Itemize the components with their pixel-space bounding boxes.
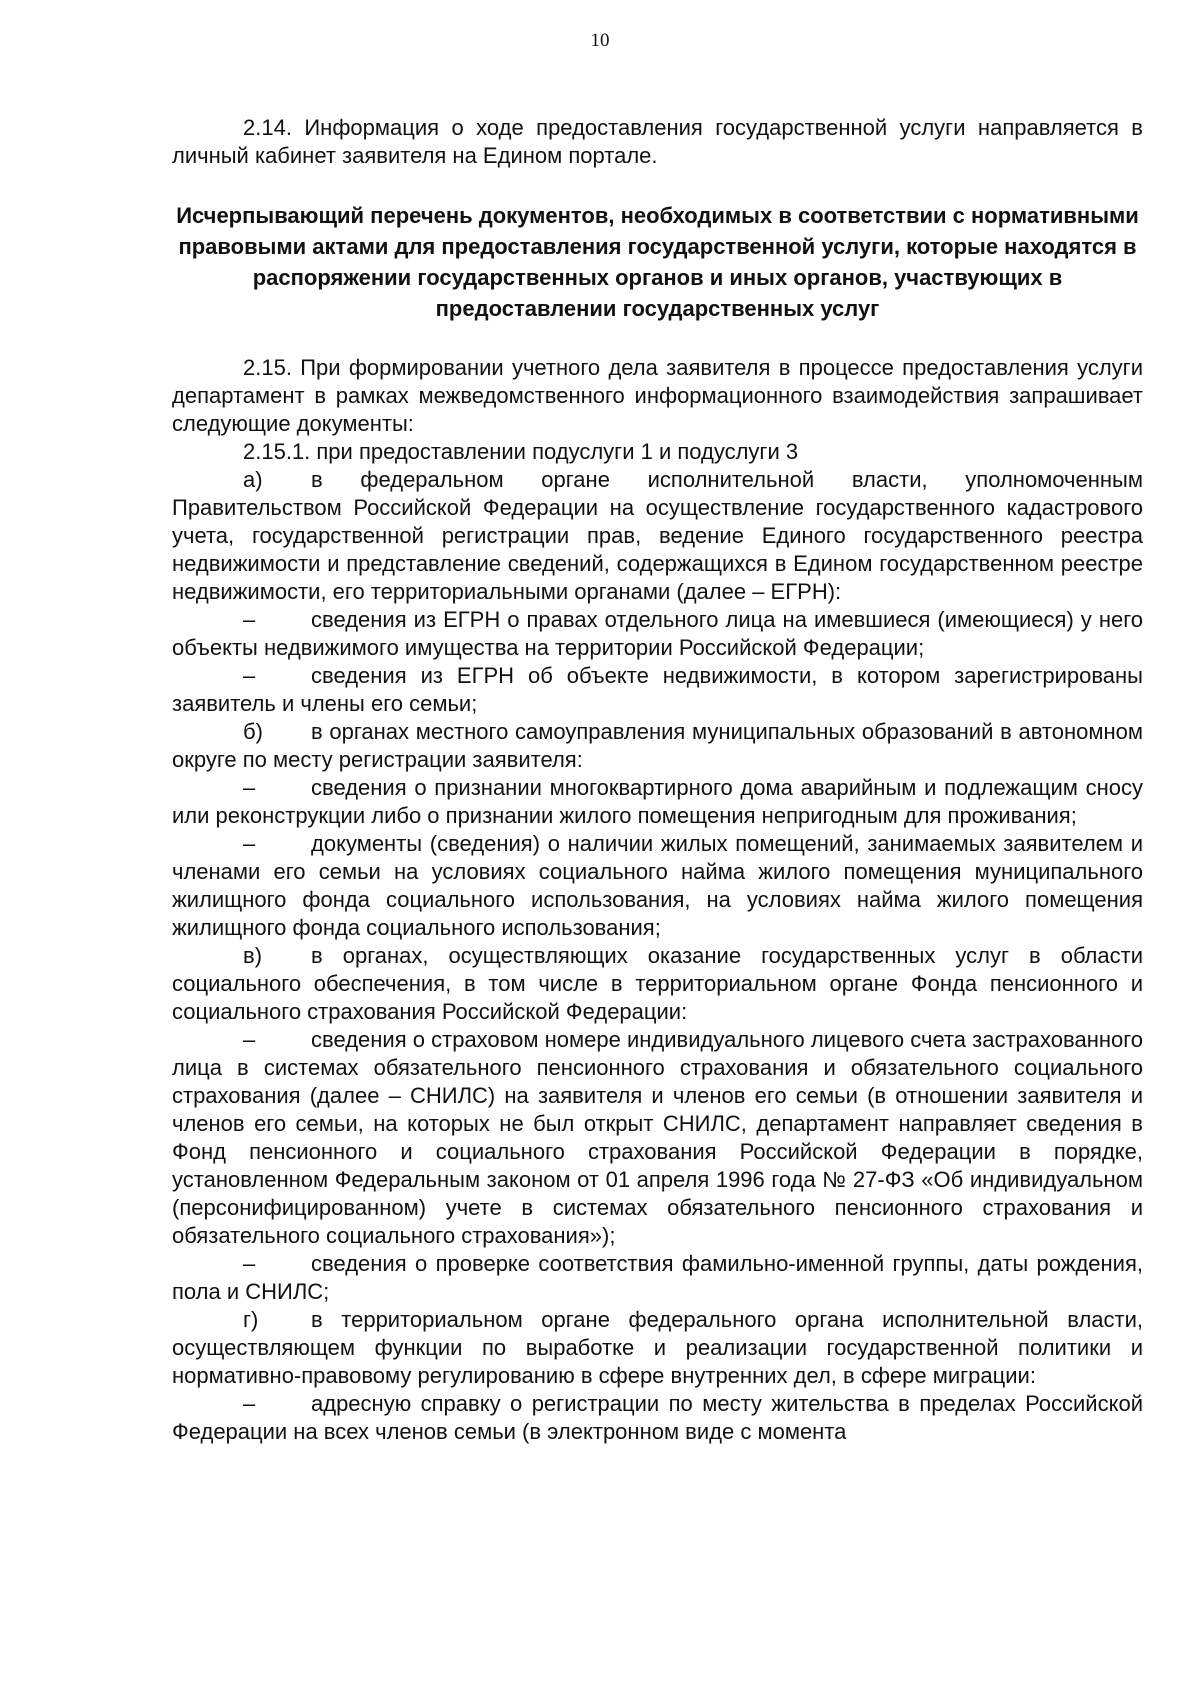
list-item-text: в федеральном органе исполнительной власти, уполномоченным Правительством Российской Федерации на осуществление государственного кадастрового учета, государственной регистрации прав, ведение Единого государственного реестра недвижимости и представление сведений, содержащихся в Едином государственном реестре недвижимости, его территориальными органами (далее – ЕГРН): (172, 467, 1143, 604)
list-item-v (172, 942, 1143, 1026)
list-item-text: в органах местного самоуправления муниципальных образований в автономном округе по месту регистрации заявителя: (172, 719, 1143, 772)
list-item-text: сведения из ЕГРН об объекте недвижимости, в котором зарегистрированы заявитель и члены его семьи; (172, 663, 1143, 716)
list-item-a (172, 466, 1143, 606)
list-item-dash (172, 774, 1143, 830)
list-item-text: сведения из ЕГРН о правах отдельного лица на имевшиеся (имеющиеся) у него объекты недвижимого имущества на территории Российской Федерации; (172, 607, 1143, 660)
list-marker: – (243, 1027, 256, 1052)
section-heading: Исчерпывающий перечень документов, необходимых в соответствии с нормативными правовыми актами для предоставления государственной услуги, которые находятся в распоряжении государственных органов и иных органов, участвующих в предоставлении государственных услуг (176, 203, 1139, 321)
list-item-dash (172, 1250, 1143, 1306)
list-marker: – (243, 831, 256, 856)
paragraph-2-14: 2.14. Информация о ходе предоставления государственной услуги направляется в личный кабинет заявителя на Едином портале. (172, 115, 1143, 168)
list-item-text: в органах, осуществляющих оказание государственных услуг в области социального обеспечения, в том числе в территориальном органе Фонда пенсионного и социального страхования Российской Федерации: (172, 943, 1143, 1024)
list-item-text: сведения о признании многоквартирного дома аварийным и подлежащим сносу или реконструкции либо о признании жилого помещения непригодным для проживания; (172, 775, 1143, 828)
list-item-b (172, 718, 1143, 774)
list-marker: г) (243, 1307, 259, 1332)
paragraph-2-15-1: 2.15.1. при предоставлении подуслуги 1 и подуслуги 3 (243, 439, 799, 464)
page-number: 10 (590, 30, 610, 51)
list-item-g (172, 1306, 1143, 1390)
list-item-text: адресную справку о регистрации по месту жительства в пределах Российской Федерации на всех членов семьи (в электронном виде с момента (172, 1391, 1143, 1444)
list-item-dash (172, 1390, 1143, 1446)
list-item-dash (172, 830, 1143, 942)
list-marker: – (243, 775, 256, 800)
list-marker: б) (243, 719, 263, 744)
list-item-text: сведения о проверке соответствия фамильно-именной группы, даты рождения, пола и СНИЛС; (172, 1251, 1143, 1304)
list-marker: – (243, 663, 256, 688)
list-marker: – (243, 1251, 256, 1276)
list-item-text: документы (сведения) о наличии жилых помещений, занимаемых заявителем и членами его семьи на условиях социального найма жилого помещения муниципального жилищного фонда социального использования, на условиях найма жилого помещения жилищного фонда социального использования; (172, 831, 1143, 940)
list-marker: – (243, 1391, 256, 1416)
list-item-text: в территориальном органе федерального органа исполнительной власти, осуществляющем функции по выработке и реализации государственной политики и нормативно-правовому регулированию в сфере внутренних дел, в сфере миграции: (172, 1307, 1143, 1388)
list-item-dash (172, 606, 1143, 662)
list-marker: в) (243, 943, 263, 968)
document-body (172, 114, 1143, 1446)
paragraph-2-15: 2.15. При формировании учетного дела заявителя в процессе предоставления услуги департамент в рамках межведомственного информационного взаимодействия запрашивает следующие документы: (172, 355, 1143, 436)
list-item-dash (172, 1026, 1143, 1250)
list-marker: а) (243, 467, 263, 492)
list-item-dash (172, 662, 1143, 718)
list-item-text: сведения о страховом номере индивидуального лицевого счета застрахованного лица в системах обязательного пенсионного страхования и обязательного социального страхования (далее – СНИЛС) на заявителя и членов его семьи (в отношении заявителя и членов его семьи, на которых не был открыт СНИЛС, департамент направляет сведения в Фонд пенсионного и социального страхования Российской Федерации в порядке, установленном Федеральным законом от 01 апреля 1996 года № 27-ФЗ «Об индивидуальном (персонифицированном) учете в системах обязательного пенсионного страхования и обязательного социального страхования»); (172, 1027, 1143, 1248)
list-marker: – (243, 607, 256, 632)
